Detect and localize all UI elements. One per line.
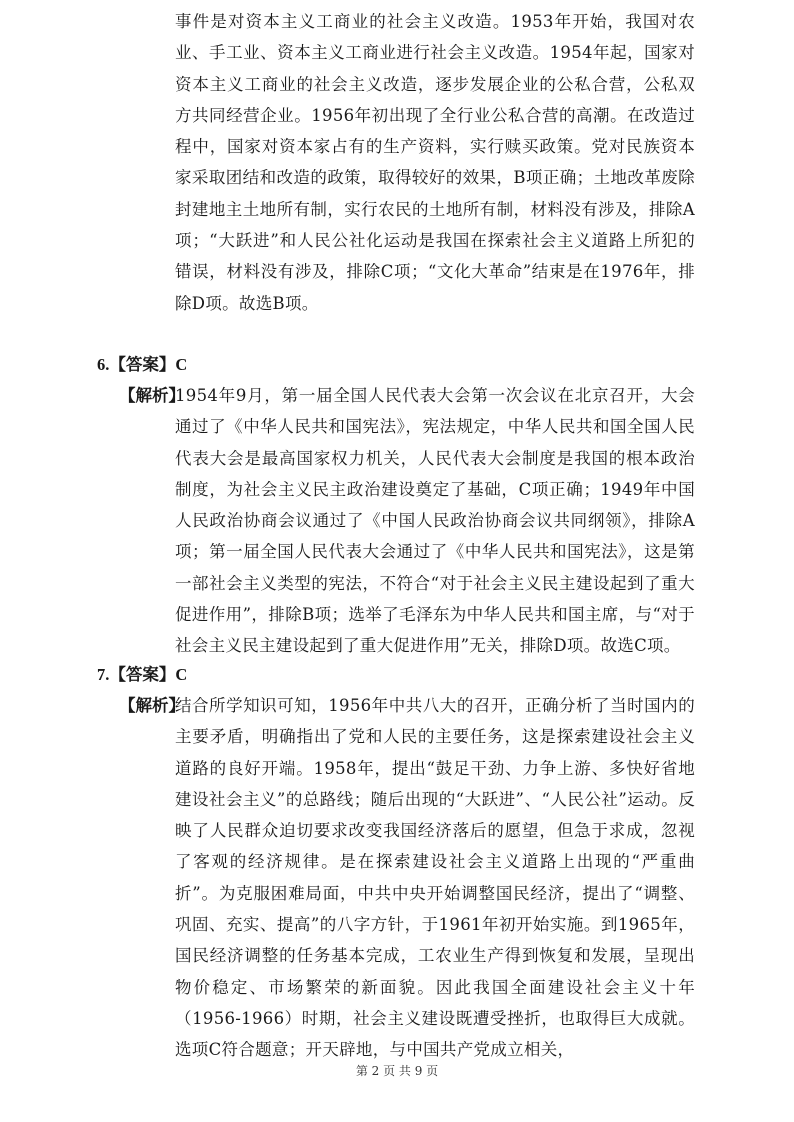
analysis-label-q7: 【解析】 (119, 696, 185, 715)
page-footer: 第 2 页 共 9 页 (355, 1064, 439, 1078)
analysis-paragraph-q6: 1954年9月，第一届全国人民代表大会第一次会议在北京召开，大会通过了《中华人民共和国宪法》，宪法规定，中华人民共和国全国人民代表大会是最高国家权力机关，人民代表大会制度是我国的根本政治制度，为社会主义民主政治建设奠定了基础，C项正确；1949年中国人民政治协商会议通过了《中国人民政治协商会议共同纲领》，排除A项；第一届全国人民代表大会通过了《中华人民共和国宪法》，这是第一部社会主义类型的宪法，不符合“对于社会主义民主建设起到了重大促进作用”，排除B项；选举了毛泽东为中华人民共和国主席，与“对于社会主义民主建设起到了重大促进作用”无关，排除D项。故选C项。 (175, 386, 695, 656)
analysis-paragraph-q7: 结合所学知识可知，1956年中共八大的召开，正确分析了当时国内的主要矛盾，明确指出了党和人民的主要任务，这是探索建设社会主义道路的良好开端。1958年，提出“鼓足干劲、力争上游、多快好省地建设社会主义”的总路线；随后出现的“大跃进”、“人民公社”运动。反映了人民群众迫切要求改变我国经济落后的愿望，但急于求成，忽视了客观的经济规律。是在探索建设社会主义道路上出现的“严重曲折”。为克服困难局面，中共中央开始调整国民经济，提出了“调整、巩固、充实、提高”的八字方针，于1961年初开始实施。到1965年，国民经济调整的任务基本完成，工农业生产得到恢复和发展，呈现出物价稳定、市场繁荣的新面貌。因此我国全面建设社会主义十年（1956-1966）时期，社会主义建设既遭受挫折，也取得巨大成就。选项C符合题意；开天辟地，与中国共产党成立相关， (175, 696, 695, 1060)
continuation-paragraph: 事件是对资本主义工商业的社会主义改造。1953年开始，我国对农业、手工业、资本主义工商业进行社会主义改造。1954年起，国家对资本主义工商业的社会主义改造，逐步发展企业的公私合营，公私双方共同经营企业。1956年初出现了全行业公私合营的高潮。在改造过程中，国家对资本家占有的生产资料，实行赎买政策。党对民族资本家采取团结和改造的政策，取得较好的效果，B项正确；土地改革废除封建地主土地所有制，实行农民的土地所有制，材料没有涉及，排除A项；“大跃进”和人民公社化运动是我国在探索社会主义道路上所犯的错误，材料没有涉及，排除C项；“文化大革命”结束是在1976年，排除D项。故选B项。 (175, 12, 695, 313)
analysis-label-q6: 【解析】 (119, 386, 185, 405)
answer-heading-q6: 6.【答案】C (97, 355, 188, 374)
answer-heading-q7: 7.【答案】C (97, 665, 188, 684)
